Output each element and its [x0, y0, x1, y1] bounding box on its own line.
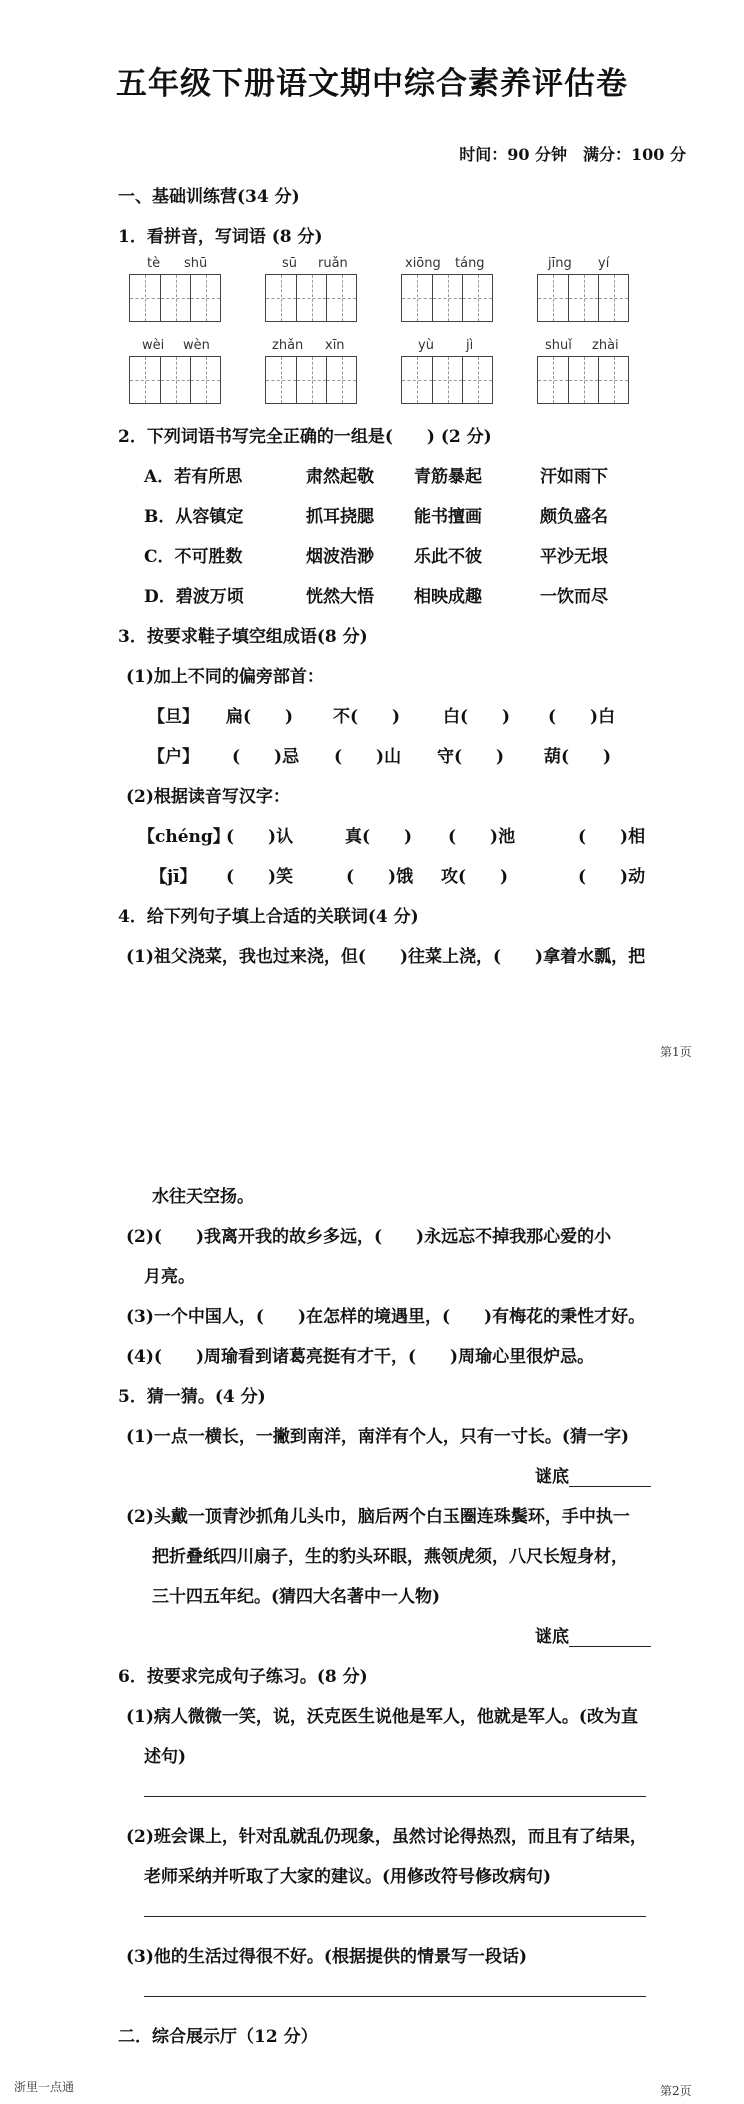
write-box[interactable] — [265, 274, 357, 322]
option-word: 汗如雨下 — [540, 467, 608, 487]
pinyin: wèn — [183, 338, 210, 353]
fill-blank: ( )池 — [448, 827, 516, 847]
q6-task-cont: 老师采纳并听取了大家的建议。(用修改符号修改病句) — [144, 1867, 552, 1887]
riddle-1: (1)一点一横长，一撇到南洋，南洋有个人，只有一寸长。(猜一字) — [126, 1427, 630, 1447]
write-box[interactable] — [401, 356, 493, 404]
answer-line[interactable] — [144, 1916, 646, 1917]
fill-blank: 守( ) — [437, 747, 505, 767]
pinyin: ruǎn — [318, 256, 348, 271]
pinyin: xiōng — [405, 256, 441, 271]
option-word: 青筋暴起 — [414, 467, 482, 487]
pinyin: xīn — [325, 338, 345, 353]
pinyin: zhǎn — [272, 338, 304, 353]
radical-label: 【户】 — [148, 747, 199, 767]
riddle-answer[interactable] — [535, 1462, 651, 1487]
option-word: 烟波浩渺 — [306, 547, 374, 567]
fill-blank: 扁( ) — [226, 707, 294, 727]
option-label: A．若有所思 — [144, 467, 243, 487]
time-score-info: 时间：90 分钟 满分：100 分 — [459, 145, 686, 164]
write-box[interactable] — [129, 356, 221, 404]
riddle-2-cont: 把折叠纸四川扇子，生的豹头环眼，燕领虎须，八尺长短身材， — [152, 1547, 628, 1567]
fill-blank: ( )白 — [548, 707, 616, 727]
fill-blank: ( )相 — [578, 827, 646, 847]
option-label: B．从容镇定 — [144, 507, 244, 527]
option-word: 一饮而尽 — [540, 587, 608, 607]
pinyin: zhài — [592, 338, 619, 353]
answer-label: 谜底 — [535, 1467, 569, 1487]
q3-heading: 3．按要求鞋子填空组成语(8 分) — [118, 627, 368, 647]
q4-sentence: (2)( )我离开我的故乡多远，( )永远忘不掉我那心爱的小 — [126, 1227, 612, 1247]
pinyin: jīng — [548, 256, 572, 271]
option-word: 恍然大悟 — [306, 587, 374, 607]
option-word: 乐此不彼 — [414, 547, 482, 567]
pinyin-label: 【chéng】 — [138, 827, 230, 847]
page-number: 第1页 — [660, 1045, 692, 1059]
radical-label: 【旦】 — [148, 707, 199, 727]
write-box[interactable] — [537, 274, 629, 322]
q4-sentence: (4)( )周瑜看到诸葛亮挺有才干，( )周瑜心里很炉忌。 — [126, 1347, 595, 1367]
q2-heading: 2．下列词语书写完全正确的一组是( ) (2 分) — [118, 427, 492, 447]
q4-heading: 4．给下列句子填上合适的关联词(4 分) — [118, 907, 419, 927]
write-box[interactable] — [537, 356, 629, 404]
write-box[interactable] — [129, 274, 221, 322]
q6-task: (2)班会课上，针对乱就乱仍现象，虽然讨论得热烈，而且有了结果， — [126, 1827, 647, 1847]
pinyin: yí — [598, 256, 610, 271]
fill-blank: 攻( ) — [441, 867, 509, 887]
q4-sentence-cont: 水往天空扬。 — [152, 1187, 254, 1207]
fill-blank: ( )忌 — [232, 747, 300, 767]
pinyin: jì — [466, 338, 474, 353]
riddle-answer[interactable] — [535, 1622, 651, 1647]
answer-label: 谜底 — [535, 1627, 569, 1647]
q6-task: (1)病人微微一笑，说，沃克医生说他是军人，他就是军人。(改为直 — [126, 1707, 638, 1727]
option-word: 相映成趣 — [414, 587, 482, 607]
fill-blank: ( )笑 — [226, 867, 294, 887]
page-number: 第2页 — [660, 2084, 692, 2098]
fill-blank: ( )动 — [578, 867, 646, 887]
option-label: D．碧波万顷 — [144, 587, 244, 607]
pinyin: táng — [455, 256, 485, 271]
pinyin-label: 【jī】 — [150, 867, 197, 887]
riddle-2-cont: 三十四五年纪。(猜四大名著中一人物) — [152, 1587, 441, 1607]
option-word: 颇负盛名 — [540, 507, 608, 527]
pinyin: shū — [184, 256, 208, 271]
riddle-2: (2)头戴一顶青沙抓角儿头巾，脑后两个白玉圈连珠鬓环，手中执一 — [126, 1507, 630, 1527]
q4-sentence-cont: 月亮。 — [144, 1267, 195, 1287]
section-2-heading: 二．综合展示厅（12 分） — [118, 2027, 318, 2047]
footer-brand: 浙里一点通 — [14, 2080, 75, 2094]
q4-sentence: (1)祖父浇菜，我也过来浇，但( )往菜上浇，( )拿着水瓢，把 — [126, 947, 646, 967]
q1-heading: 1．看拼音，写词语 (8 分) — [118, 227, 323, 247]
q4-sentence: (3)一个中国人，( )在怎样的境遇里，( )有梅花的秉性才好。 — [126, 1307, 646, 1327]
answer-line[interactable] — [144, 1796, 646, 1797]
answer-line[interactable] — [144, 1996, 646, 1997]
pinyin: shuǐ — [545, 338, 572, 353]
q6-task-cont: 述句) — [144, 1747, 187, 1767]
option-word: 平沙无垠 — [540, 547, 608, 567]
exam-title: 五年级下册语文期中综合素养评估卷 — [116, 66, 628, 102]
answer-blank[interactable] — [569, 1470, 651, 1487]
fill-blank: ( )饿 — [346, 867, 414, 887]
q3-sub1: (1)加上不同的偏旁部首： — [126, 667, 324, 687]
section-1-heading: 一、基础训练营(34 分) — [118, 187, 300, 207]
q3-sub2: (2)根据读音写汉字： — [126, 787, 290, 807]
pinyin: wèi — [142, 338, 165, 353]
fill-blank: ( )认 — [226, 827, 294, 847]
option-word: 抓耳挠腮 — [306, 507, 374, 527]
pinyin: tè — [147, 256, 161, 271]
write-box[interactable] — [265, 356, 357, 404]
fill-blank: 葫( ) — [544, 747, 612, 767]
answer-blank[interactable] — [569, 1630, 651, 1647]
option-word: 能书擅画 — [414, 507, 482, 527]
q6-heading: 6．按要求完成句子练习。(8 分) — [118, 1667, 368, 1687]
write-box[interactable] — [401, 274, 493, 322]
fill-blank: 白( ) — [443, 707, 511, 727]
q5-heading: 5．猜一猜。(4 分) — [118, 1387, 266, 1407]
option-label: C．不可胜数 — [144, 547, 243, 567]
pinyin: yù — [418, 338, 434, 353]
pinyin: sū — [282, 256, 298, 271]
q6-task: (3)他的生活过得很不好。(根据提供的情景写一段话) — [126, 1947, 528, 1967]
option-word: 肃然起敬 — [306, 467, 374, 487]
fill-blank: 不( ) — [333, 707, 401, 727]
fill-blank: 真( ) — [345, 827, 413, 847]
fill-blank: ( )山 — [334, 747, 402, 767]
